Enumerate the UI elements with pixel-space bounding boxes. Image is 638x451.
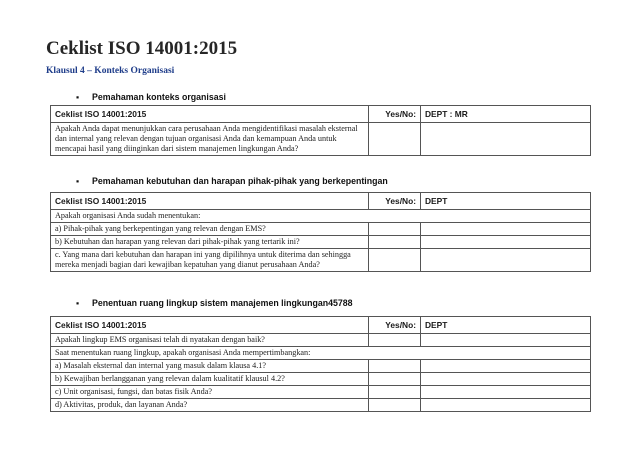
bullet-icon: ▪ <box>76 92 80 102</box>
question-cell: c. Yang mana dari kebutuhan dan harapan ini yang dipilihnya untuk diterima dan sehingga mereka menjadi bagian dari kewajiban kepatuhan yang dianut perusahaan Anda? <box>51 249 369 272</box>
table-row <box>51 249 591 272</box>
section-heading-text: Pemahaman konteks organisasi <box>92 92 226 102</box>
yes-no-cell[interactable] <box>369 334 421 347</box>
table-row <box>51 210 591 223</box>
yes-no-cell[interactable] <box>369 360 421 373</box>
dept-cell[interactable] <box>421 386 591 399</box>
yes-no-cell[interactable] <box>369 399 421 412</box>
section-heading-text: Pemahaman kebutuhan dan harapan pihak-pihak yang berkepentingan <box>92 176 388 186</box>
table-header-row <box>51 317 591 334</box>
document-title: Ceklist ISO 14001:2015 <box>46 38 238 59</box>
dept-cell[interactable] <box>421 249 591 272</box>
table-row <box>51 334 591 347</box>
header-yes-no: Yes/No: <box>369 193 421 210</box>
table-header-row <box>51 106 591 123</box>
checklist-table-1 <box>50 105 591 156</box>
header-yes-no: Yes/No: <box>369 106 421 123</box>
dept-cell[interactable] <box>421 334 591 347</box>
question-cell: b) Kewajiban berlangganan yang relevan dalam kualitatif klausul 4.2? <box>51 373 369 386</box>
question-cell: b) Kebutuhan dan harapan yang relevan dari pihak-pihak yang tertarik ini? <box>51 236 369 249</box>
section-heading-text: Penentuan ruang lingkup sistem manajemen lingkungan45788 <box>92 298 353 308</box>
question-cell: Saat menentukan ruang lingkup, apakah organisasi Anda mempertimbangkan: <box>51 347 591 360</box>
table-row <box>51 373 591 386</box>
yes-no-cell[interactable] <box>369 236 421 249</box>
dept-cell[interactable] <box>421 123 591 156</box>
question-cell: a) Masalah eksternal dan internal yang masuk dalam klausa 4.1? <box>51 360 369 373</box>
yes-no-cell[interactable] <box>369 373 421 386</box>
document-subtitle: Klausul 4 – Konteks Organisasi <box>46 66 175 76</box>
table-row <box>51 360 591 373</box>
header-checklist: Ceklist ISO 14001:2015 <box>51 317 369 334</box>
header-dept: DEPT : MR <box>421 106 591 123</box>
table-row <box>51 347 591 360</box>
question-cell: Apakah Anda dapat menunjukkan cara perusahaan Anda mengidentifikasi masalah eksternal dan internal yang relevan dengan tujuan organisasi Anda dan kemampuan Anda untuk mencapai hasil yang diinginkan dari sistem manajemen lingkungan Anda? <box>51 123 369 156</box>
question-cell: a) Pihak-pihak yang berkepentingan yang relevan dengan EMS? <box>51 223 369 236</box>
yes-no-cell[interactable] <box>369 386 421 399</box>
header-checklist: Ceklist ISO 14001:2015 <box>51 193 369 210</box>
header-dept: DEPT <box>421 193 591 210</box>
dept-cell[interactable] <box>421 223 591 236</box>
table-row <box>51 386 591 399</box>
dept-cell[interactable] <box>421 360 591 373</box>
header-checklist: Ceklist ISO 14001:2015 <box>51 106 369 123</box>
yes-no-cell[interactable] <box>369 223 421 236</box>
question-cell: Apakah organisasi Anda sudah menentukan: <box>51 210 591 223</box>
header-dept: DEPT <box>421 317 591 334</box>
checklist-table-2 <box>50 192 591 272</box>
section-heading-2 <box>76 176 388 186</box>
section-heading-1 <box>76 92 226 102</box>
dept-cell[interactable] <box>421 373 591 386</box>
question-cell: d) Aktivitas, produk, dan layanan Anda? <box>51 399 369 412</box>
table-row <box>51 399 591 412</box>
question-cell: Apakah lingkup EMS organisasi telah di nyatakan dengan baik? <box>51 334 369 347</box>
bullet-icon: ▪ <box>76 176 80 186</box>
yes-no-cell[interactable] <box>369 249 421 272</box>
table-row <box>51 223 591 236</box>
table-row <box>51 236 591 249</box>
checklist-table-3 <box>50 316 591 412</box>
dept-cell[interactable] <box>421 399 591 412</box>
table-row <box>51 123 591 156</box>
table-header-row <box>51 193 591 210</box>
section-heading-3 <box>76 298 353 308</box>
bullet-icon: ▪ <box>76 298 80 308</box>
yes-no-cell[interactable] <box>369 123 421 156</box>
question-cell: c) Unit organisasi, fungsi, dan batas fisik Anda? <box>51 386 369 399</box>
dept-cell[interactable] <box>421 236 591 249</box>
header-yes-no: Yes/No: <box>369 317 421 334</box>
